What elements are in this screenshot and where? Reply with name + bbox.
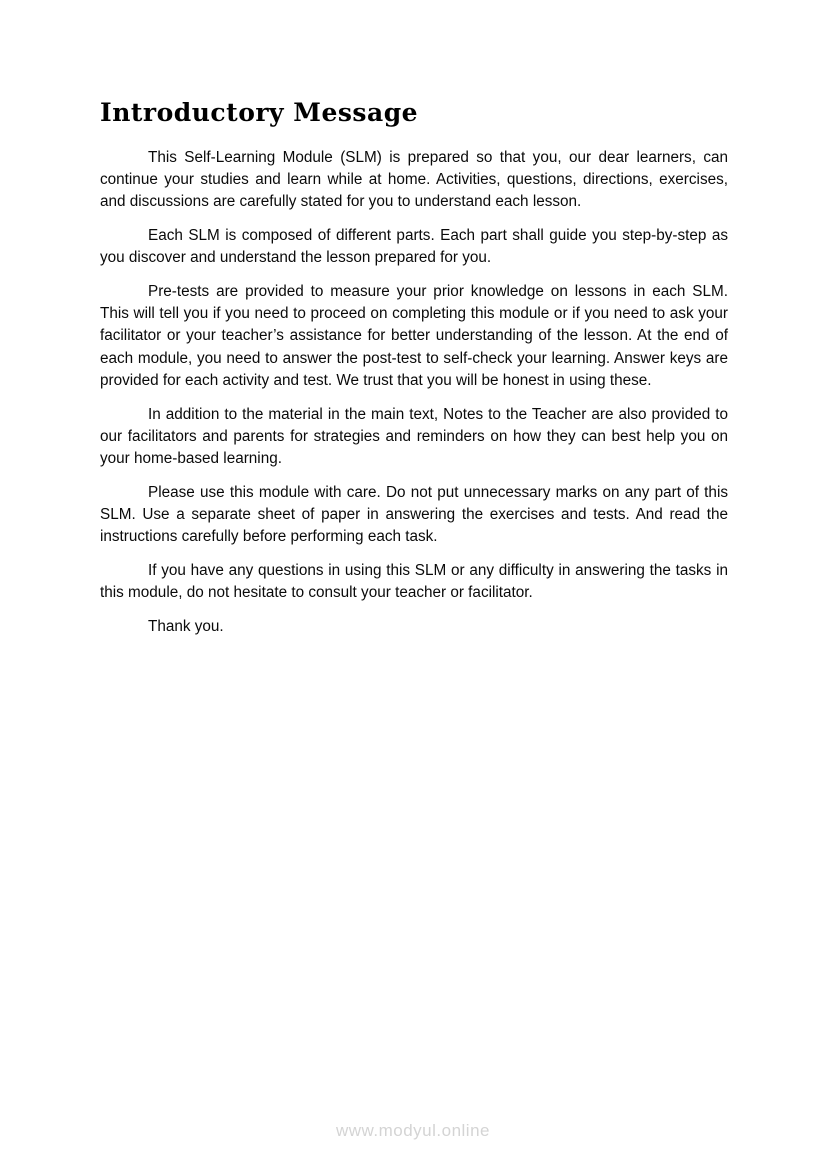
- paragraph-pretests: Pre-tests are provided to measure your prior knowledge on lessons in each SLM. This will tell you if you need to proceed on completing this module or if you need to ask your facilitator or your teacher’s assistance for better understanding of the lesson. At the end of each module, you need to answer the post-test to self-check your learning. Answer keys are provided for each activity and test. We trust that you will be honest in using these.: [100, 283, 728, 389]
- paragraph-intro: This Self-Learning Module (SLM) is prepared so that you, our dear learners, can continue your studies and learn while at home. Activities, questions, directions, exercises, and discussions are carefully stated for you to understand each lesson.: [100, 149, 728, 211]
- paragraph-parts: Each SLM is composed of different parts. Each part shall guide you step-by-step as you discover and understand the lesson prepared for you.: [100, 227, 728, 267]
- page-title: Introductory Message: [100, 98, 419, 127]
- paragraph-questions: If you have any questions in using this SLM or any difficulty in answering the tasks in this module, do not hesitate to consult your teacher or facilitator.: [100, 561, 728, 601]
- paragraph-care-instructions: Please use this module with care. Do not put unnecessary marks on any part of this SLM. Use a separate sheet of paper in answering the exercises and tests. And read the instructions carefully before performing each task.: [100, 483, 728, 546]
- watermark: www.modyul.online: [335, 1121, 490, 1140]
- paragraph-thank-you: Thank you.: [148, 617, 224, 635]
- document-content: [100, 98, 728, 649]
- paragraph-notes-to-teacher: In addition to the material in the main text, Notes to the Teacher are also provided to our facilitators and parents for strategies and reminders on how they can best help you on your home-based learning.: [100, 405, 728, 467]
